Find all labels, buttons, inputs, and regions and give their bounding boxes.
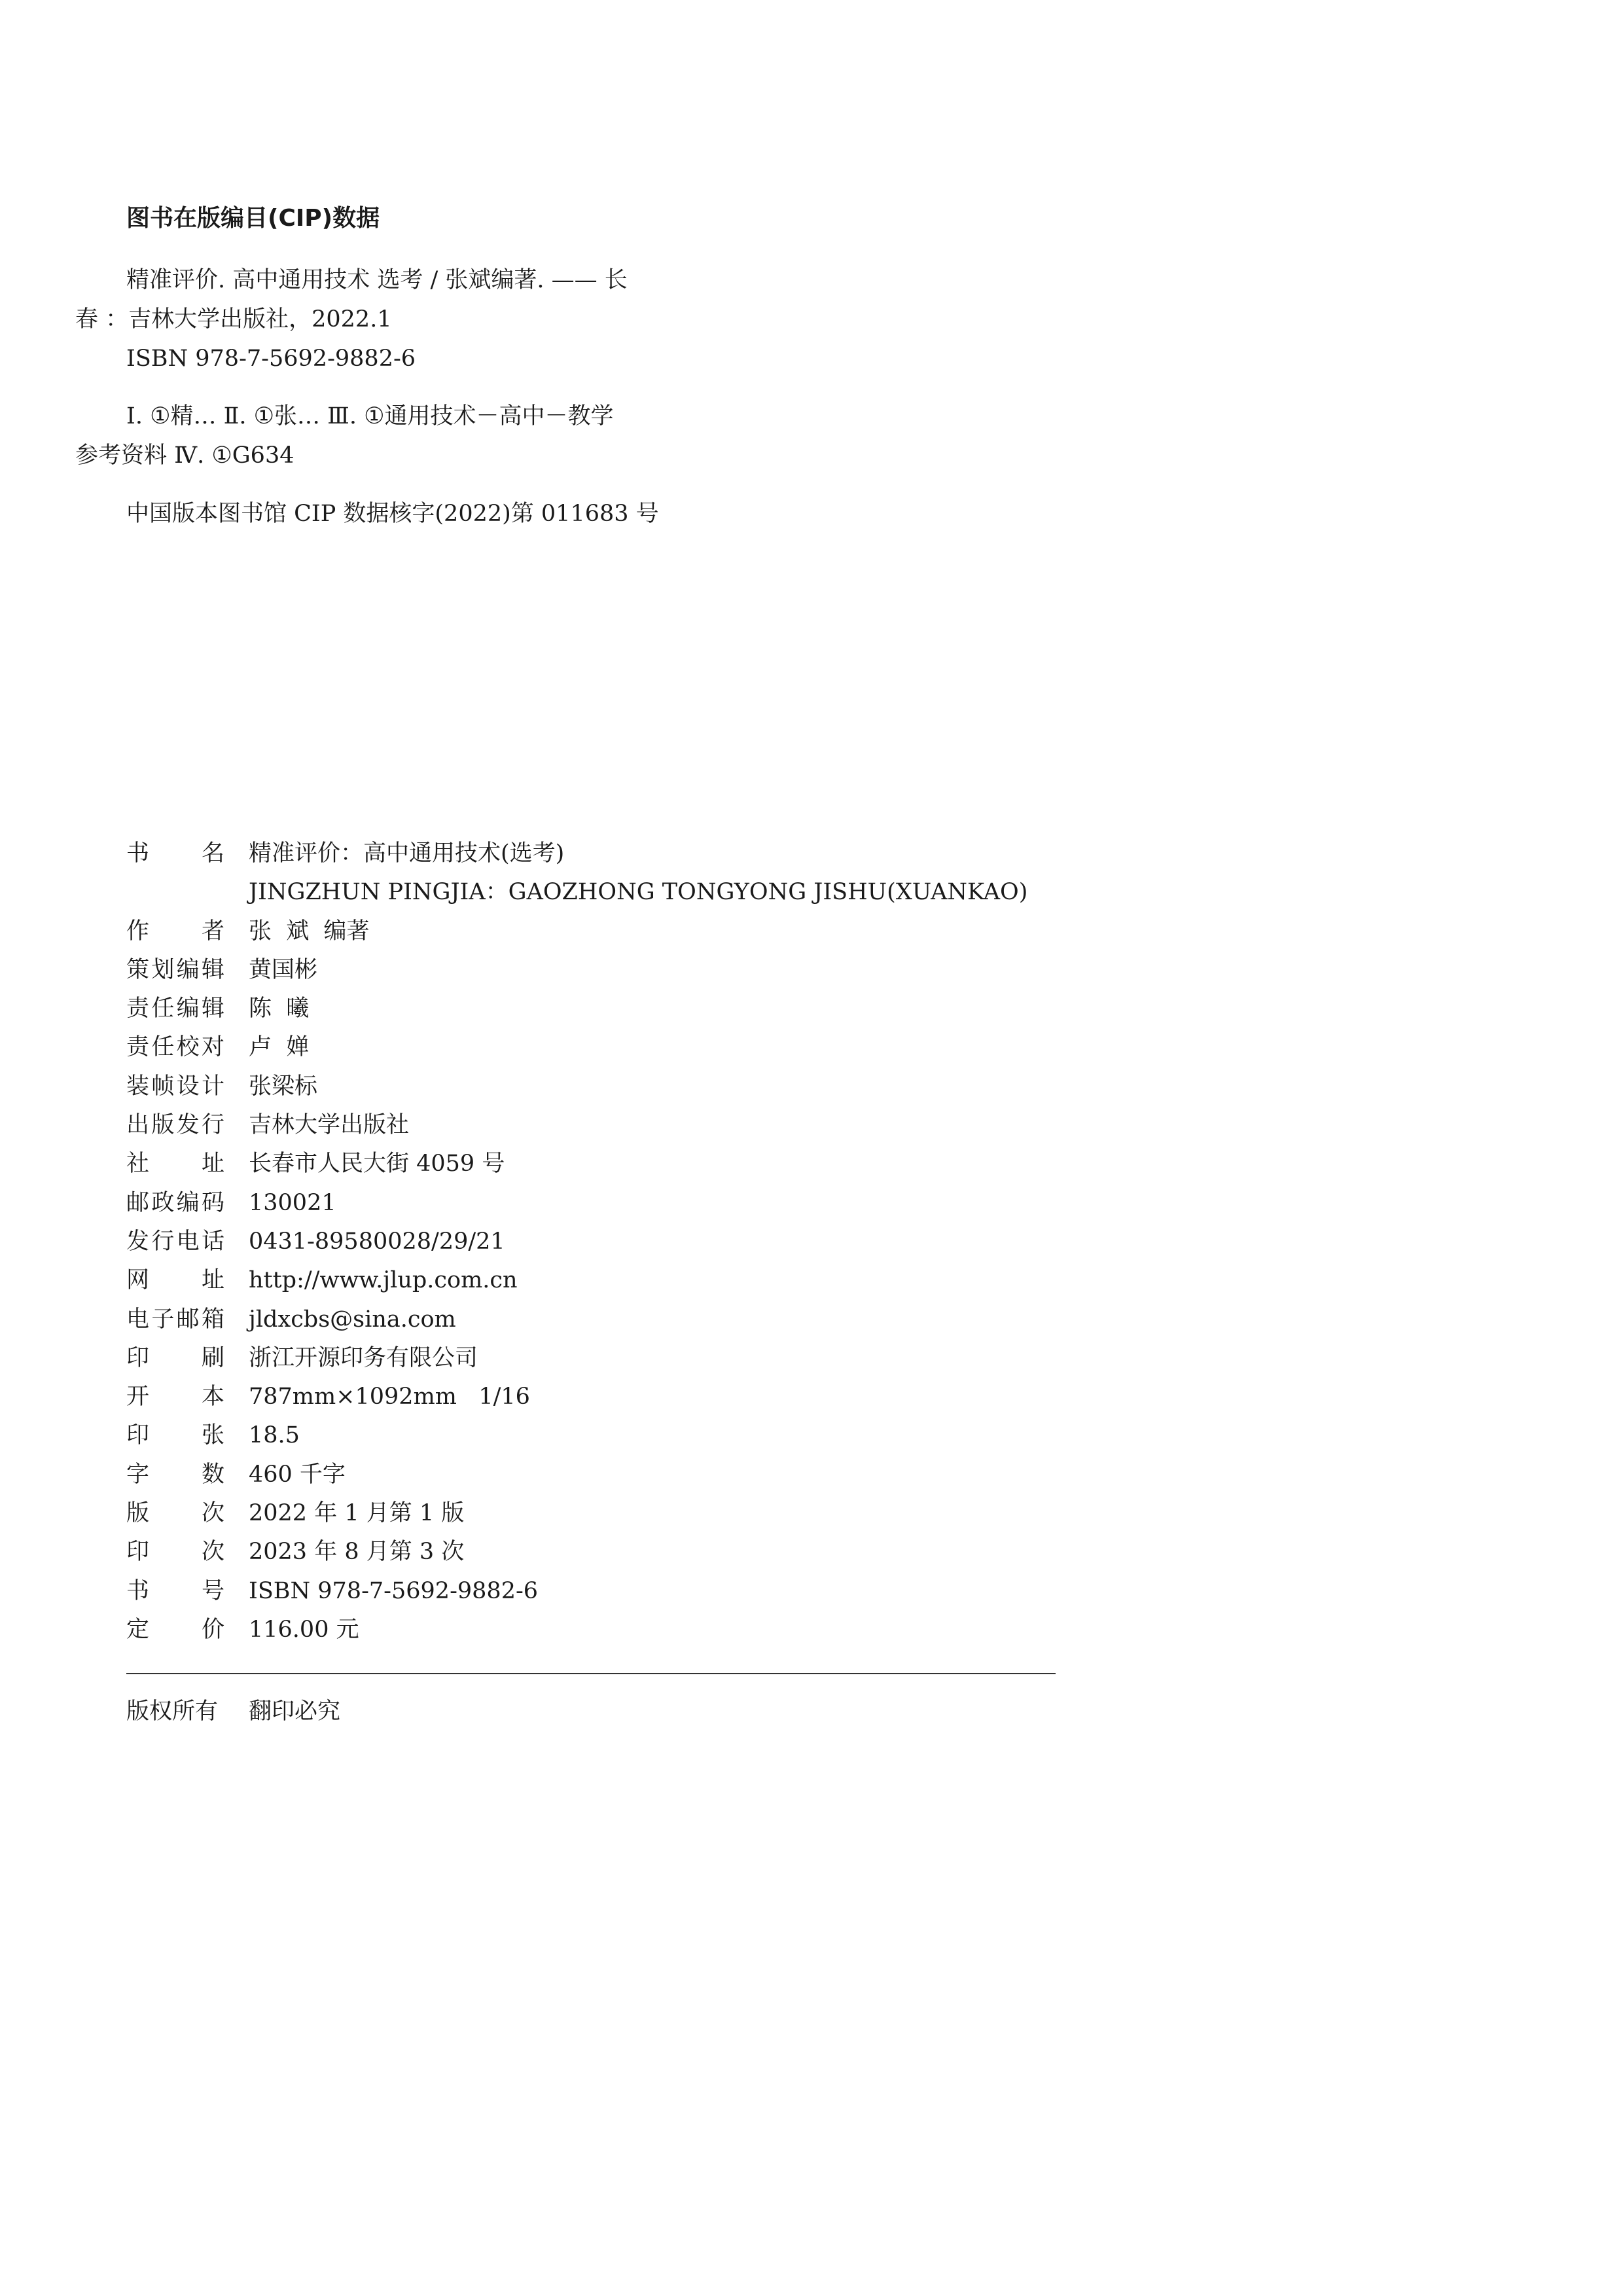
imprint-value: 精准评价：高中通用技术(选考) bbox=[249, 840, 565, 867]
imprint-label: 作者 bbox=[126, 918, 224, 944]
cip-line-6: 中国版本图书馆 CIP 数据核字(2022)第 011683 号 bbox=[126, 501, 659, 527]
imprint-label: 书号 bbox=[126, 1577, 224, 1604]
imprint-value: 2023 年 8 月第 3 次 bbox=[249, 1539, 465, 1566]
imprint-value: 张梁标 bbox=[249, 1073, 318, 1100]
imprint-row-address bbox=[126, 1145, 1056, 1183]
imprint-row-words bbox=[126, 1456, 1056, 1494]
imprint-row-author bbox=[126, 912, 1056, 951]
cip-line-4: Ⅰ. ①精… Ⅱ. ①张… Ⅲ. ①通用技术－高中－教学 bbox=[126, 403, 614, 429]
imprint-row-publisher bbox=[126, 1106, 1056, 1145]
divider-rule bbox=[126, 1673, 1056, 1674]
imprint-label: 开本 bbox=[126, 1384, 224, 1410]
imprint-row-price bbox=[126, 1611, 1056, 1649]
copyright-notice bbox=[126, 1692, 340, 1731]
cip-heading: 图书在版编目(CIP)数据 bbox=[126, 205, 380, 232]
cip-line-5: 参考资料 Ⅳ. ①G634 bbox=[75, 442, 294, 469]
imprint-row-isbn bbox=[126, 1572, 1056, 1611]
imprint-table bbox=[126, 834, 1056, 1649]
copyright-part1: 版权所有 bbox=[126, 1698, 219, 1725]
imprint-label: 邮政编码 bbox=[126, 1189, 224, 1216]
imprint-label: 装帧设计 bbox=[126, 1073, 224, 1100]
imprint-value: 0431-89580028/29/21 bbox=[249, 1228, 505, 1255]
imprint-label: 出版发行 bbox=[126, 1112, 224, 1139]
copyright-part2: 翻印必究 bbox=[249, 1698, 341, 1725]
imprint-row-email bbox=[126, 1300, 1056, 1339]
imprint-value-email: jldxcbs@sina.com bbox=[249, 1306, 456, 1333]
imprint-value: 长春市人民大街 4059 号 bbox=[249, 1151, 505, 1177]
imprint-row-edition bbox=[126, 1494, 1056, 1533]
imprint-row-phone bbox=[126, 1223, 1056, 1261]
imprint-row-designer bbox=[126, 1067, 1056, 1106]
imprint-value: 787mm×1092mm 1/16 bbox=[249, 1384, 530, 1410]
imprint-row-title bbox=[126, 834, 1056, 873]
cip-line-3: ISBN 978-7-5692-9882-6 bbox=[126, 346, 416, 372]
imprint-label: 书名 bbox=[126, 840, 224, 867]
imprint-label: 发行电话 bbox=[126, 1228, 224, 1255]
imprint-label: 字数 bbox=[126, 1461, 224, 1488]
imprint-row-website bbox=[126, 1261, 1056, 1300]
imprint-label: 策划编辑 bbox=[126, 956, 224, 983]
imprint-value-pinyin: JINGZHUN PINGJIA：GAOZHONG TONGYONG JISHU(XUANKAO) bbox=[249, 879, 1028, 906]
imprint-value: 460 千字 bbox=[249, 1461, 346, 1488]
imprint-label: 社址 bbox=[126, 1151, 224, 1177]
imprint-row-postcode bbox=[126, 1184, 1056, 1223]
imprint-row-proofreader bbox=[126, 1028, 1056, 1067]
imprint-value: 116.00 元 bbox=[249, 1616, 359, 1643]
imprint-label: 责任校对 bbox=[126, 1034, 224, 1061]
imprint-row-printer bbox=[126, 1339, 1056, 1378]
cip-line-1: 精准评价. 高中通用技术 选考 / 张斌编著. —— 长 bbox=[126, 267, 628, 293]
cip-line-2: 春 ：吉林大学出版社，2022.1 bbox=[75, 306, 392, 332]
imprint-value-website: http://www.jlup.com.cn bbox=[249, 1267, 518, 1294]
imprint-value: 张 斌 编著 bbox=[249, 918, 370, 944]
imprint-value: 吉林大学出版社 bbox=[249, 1112, 410, 1139]
imprint-label: 定价 bbox=[126, 1616, 224, 1643]
imprint-value: 浙江开源印务有限公司 bbox=[249, 1344, 478, 1371]
imprint-value: 130021 bbox=[249, 1189, 336, 1216]
imprint-row-responsible-editor bbox=[126, 990, 1056, 1028]
imprint-value: ISBN 978-7-5692-9882-6 bbox=[249, 1577, 539, 1604]
imprint-row-planning-editor bbox=[126, 951, 1056, 990]
imprint-label: 电子邮箱 bbox=[126, 1306, 224, 1333]
imprint-value: 2022 年 1 月第 1 版 bbox=[249, 1500, 465, 1527]
imprint-row-sheets bbox=[126, 1416, 1056, 1455]
imprint-label: 印次 bbox=[126, 1539, 224, 1566]
imprint-value: 18.5 bbox=[249, 1422, 300, 1449]
imprint-label: 印刷 bbox=[126, 1344, 224, 1371]
imprint-label: 责任编辑 bbox=[126, 996, 224, 1022]
imprint-row-format bbox=[126, 1378, 1056, 1416]
imprint-label: 印张 bbox=[126, 1422, 224, 1449]
imprint-row-printing bbox=[126, 1533, 1056, 1571]
imprint-value: 卢 婵 bbox=[249, 1034, 310, 1061]
imprint-label: 版次 bbox=[126, 1500, 224, 1527]
imprint-value: 陈 曦 bbox=[249, 996, 310, 1022]
imprint-value: 黄国彬 bbox=[249, 956, 318, 983]
imprint-row-pinyin bbox=[126, 873, 1056, 912]
imprint-label: 网址 bbox=[126, 1267, 224, 1294]
